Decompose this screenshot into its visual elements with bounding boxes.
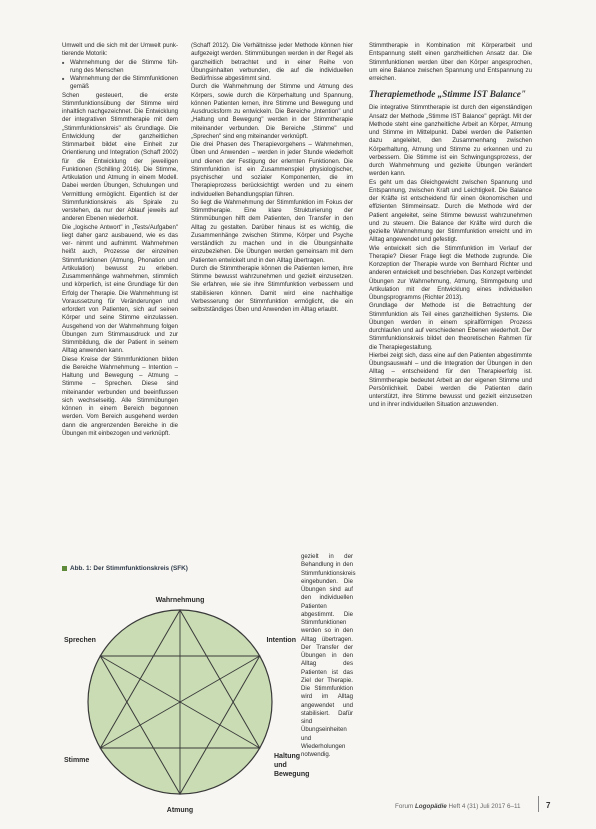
col2-paragraph-3: Die drei Phasen des Therapievorgehens – Wahrnehmen, Üben und Anwenden – werden in jeder Stunde wiederholt und dienen der Festigung der erlernten Funktionen. Die Stimmfunktion ist ein Zusammenspiel physiologischer, psychischer und sozialer Komponenten, die im Therapieprozess berücksichtigt werden und zu einem individuellen Behandlungsplan führen. <box>191 141 353 198</box>
text-column-2-narrow: gezielt in der Behandlung in den Stimmfunktionskreis eingebunden. Die Übungen sind auf den individuellen Patienten abgestimmt. Die Stimmfunktionen werden so in den Alltag übertragen. Der Transfer der Übungen in den Alltag des Patienten ist das Ziel der Therapie. Die Stimmfunktion wird im Alltag angewendet und stabilisiert. Dafür sind Übungseinheiten und Wiederholungen notwendig. <box>301 553 356 758</box>
journal-name: Logopädie <box>414 803 447 810</box>
journal-issue: Heft 4 (31) Juli 2017 6–11 <box>448 803 521 810</box>
col3-paragraph-2: Die integrative Stimmtherapie ist durch den eigenständigen Ansatz der Methode „Stimme IST Balance" geprägt. Mit der Methode steht eine ganzheitliche Arbeit an Körper, Atmung und Stimme im Mittelpunkt. Dabei werden die Patienten dazu angeleitet, den Zusammenhang zwischen Körperhaltung, Atmung und Stimme zu erkennen und zu verbessern. Die Stimme ist ein Schwingungsprozess, der durch Wahrnehmung und gezielte Übungen verändert werden kann. <box>369 104 532 178</box>
label-atmung: Atmung <box>166 807 194 814</box>
journal-prefix: Forum <box>395 803 414 810</box>
label-wahrnehmung: Wahrnehmung <box>155 597 205 604</box>
label-haltung-line-1: Haltung <box>274 753 301 760</box>
col1-paragraph-1: Schen gesteuert, die erste Stimmfunktionsübung der Stimme wird inhaltlich nachgezeichnet. Die Entwicklung der integrativen Stimmtherapie mit dem „Stimmfunktionskreis" als Grundlage. Die Entwicklung der ganzheitlichen Stimmarbeit bildet eine Einheit zur Orientierung und Integration (Schaff 2002) für die Entwicklung der jeweiligen Funktionen (Schilling 2016). Die Stimme, Artikulation und Atmung in einem Modell. Dabei werden Übungen, Schulungen und Vermittlung ermöglicht. Eigentlich ist der Stimmfunktionskreis als Spirale zu verstehen, da nur der Ablauf jeweils auf anderen Ebenen wiederholt. <box>62 91 178 223</box>
col3-paragraph-1: Stimmtherapie in Kombination mit Körperarbeit und Entspannung stellt einen ganzheitlichen Ansatz dar. Die Stimmfunktionen werden über den Körper angesprochen, um eine Balance zwischen Spannung und Entspannung zu erreichen. <box>369 42 532 82</box>
figure-caption <box>62 565 292 572</box>
figure-caption-text: Abb. 1: Der Stimmfunktionskreis (SFK) <box>70 565 188 572</box>
caption-square-icon <box>62 566 67 571</box>
col1-paragraph-2: Die „logische Antwort" in „Tests/Aufgaben" liegt daher ganz ausbauend, wie es das ver- nimmt und aufnimmt. Wahrnehmen heißt auch, Prozesse der einzelnen Stimmfunktionen (Atmung, Phonation und Artikulation) bewusst zu erleben. Zusammenhänge wahrnehmen, stimmlich und körperlich, ist eine Grundlage für den Erfolg der Therapie. Die Wahrnehmung ist Voraussetzung für Veränderungen und erfordert von Patienten, sich auf seinen Körper und seine Stimme einzulassen. Ausgehend von der Wahrnehmung folgen Übungen zum Stimmausdruck und zur Stimmbildung, die der Patient in seinem Alltag anwenden kann. <box>62 223 178 355</box>
label-sprechen: Sprechen <box>64 637 96 644</box>
col1-bullet-2: ■ Wahrnehmung der die Stimmfunktionen gemäß <box>62 75 178 92</box>
label-haltung-line-2: und <box>274 762 287 769</box>
page-footer <box>395 803 555 810</box>
col1-bullet-list <box>62 59 178 92</box>
col2-paragraph-1: (Schaff 2012). Die Verhältnisse jeder Methode können hier aufgezeigt werden. Stimmübungen werden in der Regel als ganzheitlich betrachtet und in einer Reihe von Übungsinhalten verbunden, die auf die individuellen Bedürfnisse abgestimmt sind. <box>191 42 353 82</box>
col3-paragraph-4: Wie entwickelt sich die Stimmfunktion im Verlauf der Therapie? Dieser Frage liegt die Methode zugrunde. Die Konzeption der Therapie wurde von Bernhard Richter und anderen entwickelt und beschrieben. Das Konzept verbindet Übungen zur Wahrnehmung, Atmung, Stimmgebung und Artikulation mit der Entwicklung eines individuellen Übungsprogramms (Richter 2013). <box>369 244 532 301</box>
text-column-1 <box>62 42 178 438</box>
col3-paragraph-6: Hierbei zeigt sich, dass eine auf den Patienten abgestimmte Übungsauswahl – und die Integration der Übungen in den Alltag – entscheidend für den Therapieerfolg ist. Stimmtherapie bedeutet Arbeit an der eigenen Stimme und Persönlichkeit. Dabei werden die Patienten darin unterstützt, ihre Stimme bewusst und gezielt einzusetzen und in ihrer individuellen Situation anzuwenden. <box>369 351 532 409</box>
col1-bullet-1: ■ Wahrnehmung der die Stimme füh- rung des Menschen <box>62 59 178 76</box>
footer-divider <box>538 796 539 812</box>
col2-paragraph-4: So liegt die Wahrnehmung der Stimmfunktion im Fokus der Stimmtherapie. Eine klare Strukturierung der Stimmübungen hilft dem Patienten, den Transfer in den Alltag zu gestalten. Darüber hinaus ist es wichtig, die Zusammenhänge zwischen Stimme, Körper und Psyche verständlich zu machen und in die Übungsinhalte einzubeziehen. Die Übungen werden gemeinsam mit dem Patienten entwickelt und in den Alltag übertragen. <box>191 198 353 264</box>
col3-paragraph-3: Es geht um das Gleichgewicht zwischen Spannung und Entspannung, zwischen Kraft und Leichtigkeit. Die Balance der Kräfte ist entscheidend für einen ökonomischen und effizienten Stimmeinsatz. Durch die Methode wird der Patient angeleitet, seine Stimme bewusst wahrzunehmen und zu steuern. Die Balance der Kräfte wird durch die gezielte Wahrnehmung der Stimmfunktion erreicht und im Alltag angewendet und gefestigt. <box>369 178 532 244</box>
label-intention: Intention <box>266 637 296 644</box>
col1-intro: Umwelt und die sich mit der Umwelt punk- tierende Motorik: <box>62 42 178 58</box>
label-haltung-line-3: Bewegung <box>274 771 310 778</box>
stimmfunktionskreis-diagram <box>62 576 310 818</box>
section-heading: Therapiemethode „Stimme IST Balance" <box>369 89 526 100</box>
col3-paragraph-5: Grundlage der Methode ist die Betrachtung der Stimmfunktion als Teil eines ganzheitlichen Systems. Die Übungen werden in einem spiralförmigen Prozess durchlaufen und auf verschiedenen Ebenen wiederholt. Der Stimmfunktionskreis bildet den theoretischen Rahmen für die Therapiegestaltung. <box>369 302 532 351</box>
col2-paragraph-5: Durch die Stimmtherapie können die Patienten lernen, ihre Stimme bewusst wahrzunehmen und gezielt einzusetzen. Sie erfahren, wie sie ihre Stimmfunktion verbessern und stabilisieren können. Damit wird eine nachhaltige Verbesserung der Stimmfunktion ermöglicht, die ein selbstständiges Üben und Anwenden im Alltag erlaubt. <box>191 264 353 313</box>
text-column-2 <box>191 42 353 314</box>
text-column-3 <box>369 42 532 410</box>
col1-paragraph-3: Diese Kreise der Stimmfunktionen bilden die Bereiche Wahrnehmung – Intention – Haltung und Bewegung – Atmung – Stimme – Sprechen. Diese sind miteinander verbunden und beeinflussen sich wechselseitig. Alle Stimmübungen können in einem Bereich begonnen werden. Vom Bereich ausgehend werden dann die angrenzenden Bereiche in die Übungen mit einbezogen und verknüpft. <box>62 355 178 437</box>
col2-paragraph-2: Durch die Wahrnehmung der Stimme und Atmung des Körpers, sowie durch die Körperhaltung und Spannung, können Patienten lernen, ihre Stimme und Bewegung und Ausdrucksform zu entwickeln. Die Bereiche „Intention" und „Haltung und Bewegung" werden in der Stimmtherapie miteinander verbunden. Die Bereiche „Stimme" und „Sprechen" sind eng miteinander verknüpft. <box>191 83 353 140</box>
label-stimme: Stimme <box>64 757 90 764</box>
page-number: 7 <box>546 801 551 810</box>
